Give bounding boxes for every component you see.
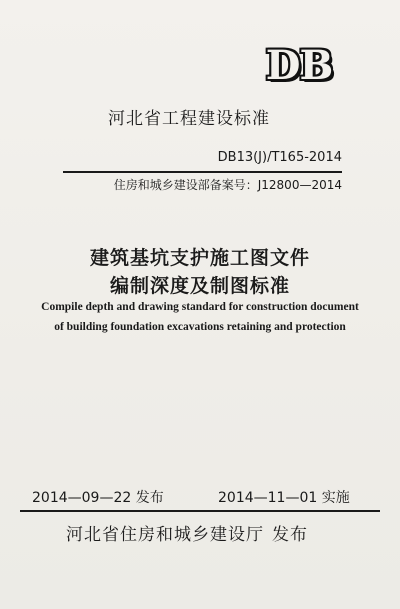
record-number: 住房和城乡建设部备案号：J12800—2014 xyxy=(113,178,342,192)
issue-date: 2014—09—22 发布 xyxy=(32,490,164,506)
bottom-divider xyxy=(20,510,380,512)
db-logo-text: DB xyxy=(265,41,333,89)
organization-heading: 河北省工程建设标准 xyxy=(108,109,270,129)
publisher-name: 河北省住房和城乡建设厅 xyxy=(66,525,264,545)
top-divider xyxy=(63,171,342,173)
title-cn-line2: 编制深度及制图标准 xyxy=(109,275,290,297)
title-en-line1: Compile depth and drawing standard for construction document xyxy=(41,301,359,313)
title-en-line2: of building foundation excavations retaining and protection xyxy=(54,321,346,333)
title-cn-line1: 建筑基坑支护施工图文件 xyxy=(89,247,310,269)
standard-code: DB13(J)/T165-2014 xyxy=(217,150,342,165)
effective-date: 2014—11—01 实施 xyxy=(218,490,350,506)
db-logo xyxy=(259,41,339,89)
publisher-action: 发布 xyxy=(272,525,308,545)
